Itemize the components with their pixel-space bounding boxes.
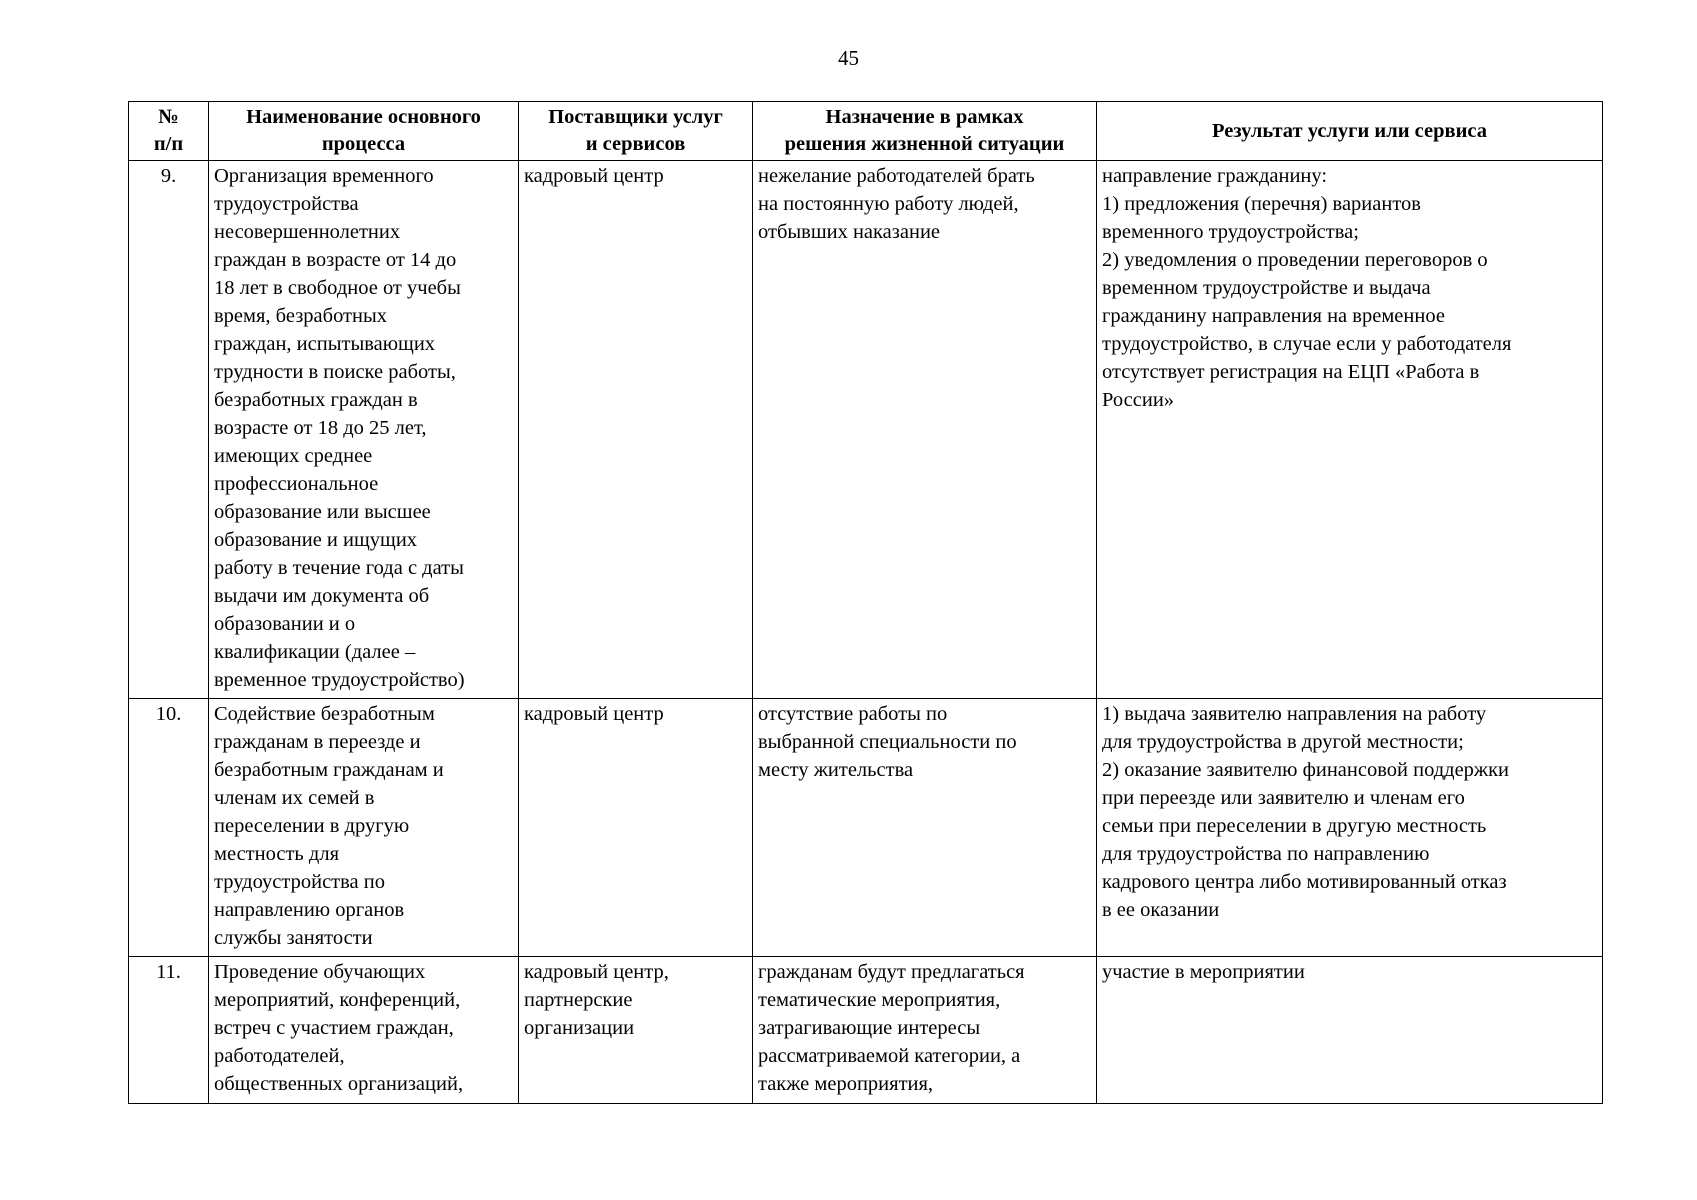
table-header-row	[129, 102, 1603, 161]
cell-purpose: нежелание работодателей брать на постоянную работу людей, отбывших наказание	[753, 161, 1097, 699]
table-row	[129, 161, 1603, 699]
cell-number: 10.	[129, 699, 209, 957]
cell-process: Содействие безработным гражданам в переезде и безработным гражданам и членам их семей в переселении в другую местность для трудоустройства по направлению органов службы занятости	[209, 699, 519, 957]
cell-process: Проведение обучающих мероприятий, конференций, встреч с участием граждан, работодателей, общественных организаций,	[209, 957, 519, 1104]
header-process-name: Наименование основного процесса	[209, 102, 519, 161]
page-number: 45	[838, 46, 859, 70]
cell-number: 11.	[129, 957, 209, 1104]
cell-result: 1) выдача заявителю направления на работу для трудоустройства в другой местности; 2) оказание заявителю финансовой поддержки при переезде или заявителю и членам его семьи при переселении в другую местность для трудоустройства по направлению кадрового центра либо мотивированный отказ в ее оказании	[1097, 699, 1603, 957]
cell-number: 9.	[129, 161, 209, 699]
header-result: Результат услуги или сервиса	[1097, 102, 1603, 161]
cell-providers: кадровый центр, партнерские организации	[519, 957, 753, 1104]
cell-purpose: отсутствие работы по выбранной специальности по месту жительства	[753, 699, 1097, 957]
table-row	[129, 699, 1603, 957]
services-table	[128, 101, 1603, 1104]
header-purpose: Назначение в рамках решения жизненной ситуации	[753, 102, 1097, 161]
cell-providers: кадровый центр	[519, 699, 753, 957]
cell-providers: кадровый центр	[519, 161, 753, 699]
cell-result: участие в мероприятии	[1097, 957, 1603, 1104]
cell-process: Организация временного трудоустройства несовершеннолетних граждан в возрасте от 14 до 18 лет в свободное от учебы время, безработных граждан, испытывающих трудности в поиске работы, безработных граждан в возрасте от 18 до 25 лет, имеющих среднее профессиональное образование или высшее образование и ищущих работу в течение года с даты выдачи им документа об образовании и о квалификации (далее – временное трудоустройство)	[209, 161, 519, 699]
table-row	[129, 957, 1603, 1104]
cell-purpose: гражданам будут предлагаться тематические мероприятия, затрагивающие интересы рассматриваемой категории, а также мероприятия,	[753, 957, 1097, 1104]
header-number: № п/п	[129, 102, 209, 161]
cell-result: направление гражданину: 1) предложения (перечня) вариантов временного трудоустройства; 2) уведомления о проведении переговоров о временном трудоустройстве и выдача гражданину направления на временное трудоустройство, в случае если у работодателя отсутствует регистрация на ЕЦП «Работа в России»	[1097, 161, 1603, 699]
header-providers: Поставщики услуг и сервисов	[519, 102, 753, 161]
